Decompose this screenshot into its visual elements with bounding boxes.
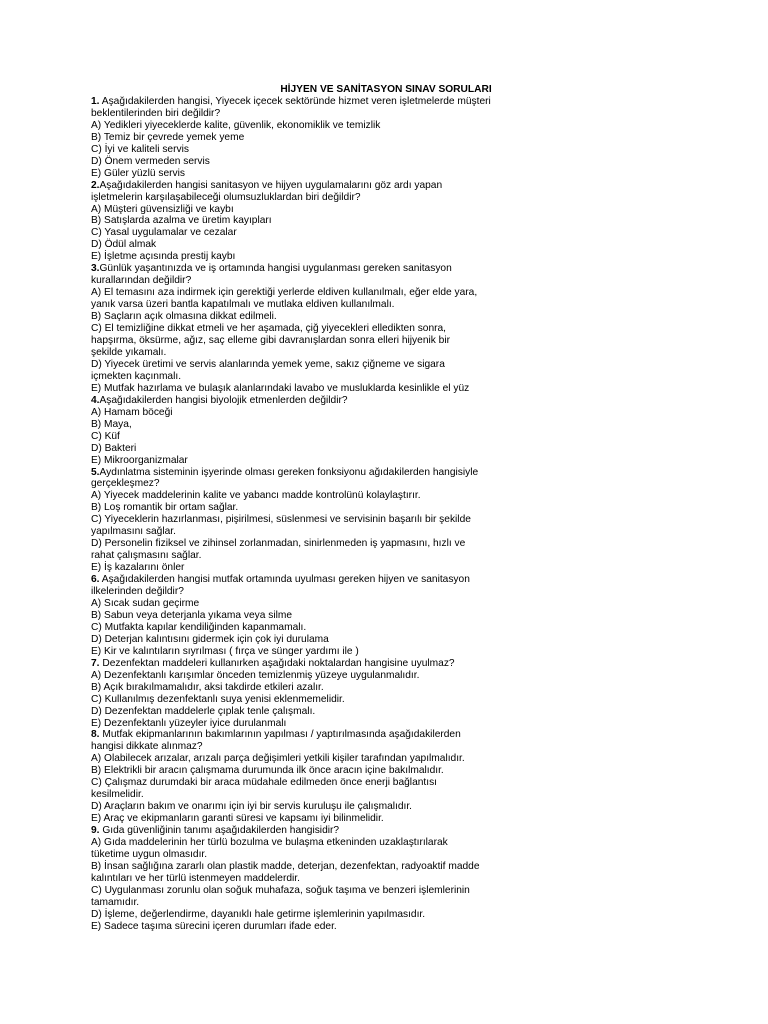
answer-option-line: E) Kir ve kalıntıların sıyrılması ( fırça ve sünger yardımı ile ) [91, 645, 359, 657]
question-number: 1. [91, 95, 100, 107]
answer-option-line: D) Yiyecek üretimi ve servis alanlarında yemek yeme, sakız çiğneme ve sigara [91, 358, 445, 370]
answer-option-line: A) Hamam böceği [91, 406, 173, 418]
answer-option-line: B) Elektrikli bir aracın çalışmama durumunda ilk önce aracın içine bakılmalıdır. [91, 765, 444, 777]
answer-option-line: B) Sabun veya deterjanla yıkama veya silme [91, 609, 293, 621]
answer-option-line: D) Dezenfektan maddelerle çıplak tenle çalışmalı. [91, 705, 316, 717]
question-stem-line [91, 574, 691, 586]
question-2 [91, 180, 691, 264]
answer-option-line: A) Gıda maddelerinin her türlü bozulma ve bulaşma etkeninden uzaklaştırılarak [91, 837, 448, 849]
question-stem-line [91, 395, 691, 407]
answer-option-line: D) Ödül almak [91, 239, 157, 251]
question-stem-text: Aşağıdakilerden hangisi, Yiyecek içecek sektöründe hizmet veren işletmelerde müşteri [99, 95, 491, 107]
question-stem-text: Gıda güvenliğinin tanımı aşağıdakilerden hangisidir? [99, 825, 340, 837]
question-stem-line [91, 478, 691, 490]
answer-option-line: C) Küf [91, 430, 120, 442]
question-stem-text: kurallarından değildir? [91, 275, 192, 287]
question-stem-line [91, 586, 691, 598]
answer-option-line: B) Saçların açık olmasına dikkat edilmeli. [91, 311, 277, 323]
question-stem-text: beklentilerinden biri değildir? [91, 107, 221, 119]
question-stem-text: işletmelerin karşılaşabileceği olumsuzluklardan biri değildir? [91, 191, 361, 203]
answer-option-line: C) Mutfakta kapılar kendiliğinden kapanmamalı. [91, 621, 307, 633]
question-stem-line [91, 108, 691, 120]
answer-option-line: A) Olabilecek arızalar, arızalı parça değişimleri yetkili kişiler tarafından yapılmalıdır. [91, 753, 465, 765]
answer-option-line: E) Sadece taşıma sürecini içeren durumları ifade eder. [91, 920, 337, 932]
question-1 [91, 96, 691, 180]
question-stem-text: Aşağıdakilerden hangisi mutfak ortamında uyulması gereken hijyen ve sanitasyon [99, 574, 470, 586]
question-number: 3. [91, 263, 100, 275]
question-stem-text: Aydınlatma sisteminin işyerinde olması gereken fonksiyonu ağıdakilerden hangisiyle [99, 466, 479, 478]
question-8 [91, 729, 691, 825]
answer-option-line: B) Loş romantik bir ortam sağlar. [91, 502, 239, 514]
answer-option-line: B) Satışlarda azalma ve üretim kayıpları [91, 215, 272, 227]
question-stem-text: Aşağıdakilerden hangisi sanitasyon ve hijyen uygulamalarını göz ardı yapan [99, 179, 443, 191]
answer-option-line: A) Yedikleri yiyeceklerde kalite, güvenlik, ekonomiklik ve temizlik [91, 119, 381, 131]
question-stem-text: hangisi dikkate alınmaz? [91, 741, 203, 753]
answer-option-line: A) Dezenfektanlı karışımlar önceden temizlenmiş yüzeye uygulanmalıdır. [91, 669, 420, 681]
page-title: HİJYEN VE SANİTASYON SINAV SORULARI [280, 84, 492, 95]
question-7 [91, 658, 691, 730]
question-3 [91, 263, 691, 394]
answer-option-line: B) Açık bırakılmamalıdır, aksi takdirde etkileri azalır. [91, 681, 324, 693]
answer-option-line: tamamıdır. [91, 896, 140, 908]
question-number: 5. [91, 466, 100, 478]
answer-option-line: D) Önem vermeden servis [91, 155, 210, 167]
question-number: 8. [91, 729, 100, 741]
answer-option-line: A) Müşteri güvensizliği ve kaybı [91, 203, 234, 215]
answer-option-line: C) Kullanılmış dezenfektanlı suya yenisi eklenmemelidir. [91, 693, 345, 705]
answer-option-line: D) Deterjan kalıntısını gidermek için çok iyi durulama [91, 633, 329, 645]
answer-option-line: C) El temizliğine dikkat etmeli ve her aşamada, çiğ yiyecekleri elledikten sonra, [91, 323, 447, 335]
answer-option-line: B) Temiz bir çevrede yemek yeme [91, 131, 245, 143]
answer-option-line: E) İşletme açısında prestij kaybı [91, 251, 236, 263]
answer-option-line: yanık varsa üzeri bantla kapatılmalı ve mutlaka eldiven kullanılmalı. [91, 299, 395, 311]
question-stem-line [91, 825, 691, 837]
question-stem-line [91, 192, 691, 204]
answer-option-line: A) El temasını aza indirmek için gerektiği yerlerde eldiven kullanılmalı, eğer elde yara, [91, 287, 478, 299]
answer-option-line: C) Yiyeceklerin hazırlanması, pişirilmesi, süslenmesi ve servisinin başarılı bir şekilde [91, 514, 471, 526]
answer-option-line: E) Araç ve ekipmanların garanti süresi ve kapsamı iyi bilinmelidir. [91, 813, 384, 825]
question-stem-line [91, 180, 691, 192]
question-5 [91, 467, 691, 575]
answer-option-line: C) Uygulanması zorunlu olan soğuk muhafaza, soğuk taşıma ve benzeri işlemlerinin [91, 884, 470, 896]
question-stem-line [91, 467, 691, 479]
answer-option-line: yapılmasını sağlar. [91, 526, 176, 538]
answer-option-line: rahat çalışmasını sağlar. [91, 550, 202, 562]
answer-option-line: hapşırma, öksürme, ağız, saç elleme gibi davranışlardan sonra elleri hijyenik bir [91, 335, 450, 347]
answer-option-line: şekilde yıkamalı. [91, 346, 167, 358]
question-4 [91, 395, 691, 467]
question-stem-text: Günlük yaşantınızda ve iş ortamında hangisi uygulanması gereken sanitasyon [99, 263, 452, 275]
answer-option-line: E) İş kazalarını önler [91, 562, 185, 574]
question-stem-text: Mutfak ekipmanlarının bakımlarının yapılması / yaptırılmasında aşağıdakilerden [99, 729, 461, 741]
question-9 [91, 825, 691, 933]
answer-option-line: içmekten kaçınmalı. [91, 370, 182, 382]
answer-option-line: E) Mutfak hazırlama ve bulaşık alanlarındaki lavabo ve musluklarda kesinlikle el yüz [91, 382, 470, 394]
answer-option-line: C) Çalışmaz durumdaki bir araca müdahale edilmeden önce enerji bağlantısı [91, 777, 437, 789]
question-stem-line [91, 275, 691, 287]
question-stem-line [91, 96, 691, 108]
question-number: 2. [91, 179, 100, 191]
question-stem-line [91, 741, 691, 753]
answer-option-line: C) Yasal uygulamalar ve cezalar [91, 227, 237, 239]
answer-option-line: kesilmelidir. [91, 789, 144, 801]
question-6 [91, 574, 691, 658]
question-stem-line [91, 263, 691, 275]
question-number: 4. [91, 394, 100, 406]
document-page [91, 84, 691, 933]
answer-option-line: D) Personelin fiziksel ve zihinsel zorlanmadan, sinirlenmeden iş yapmasını, hızlı ve [91, 538, 466, 550]
question-number: 6. [91, 574, 100, 586]
answer-option-line: E) Güler yüzlü servis [91, 167, 185, 179]
question-number: 7. [91, 657, 100, 669]
answer-option-line: D) İşleme, değerlendirme, dayanıklı hale getirme işlemlerinin yapılmasıdır. [91, 908, 426, 920]
question-stem-text: Dezenfektan maddeleri kullanırken aşağıdaki noktalardan hangisine uyulmaz? [99, 657, 455, 669]
answer-option-line: kalıntıları ve her türlü istenmeyen maddelerdir. [91, 872, 300, 884]
question-stem-text: Aşağıdakilerden hangisi biyolojik etmenlerden değildir? [99, 394, 348, 406]
answer-option-line: B) Maya, [91, 418, 132, 430]
answer-option-line: tüketime uygun olmasıdır. [91, 849, 208, 860]
question-stem-text: gerçekleşmez? [91, 478, 160, 490]
question-list [91, 96, 691, 933]
answer-option-line: D) Bakteri [91, 442, 137, 454]
question-stem-line [91, 658, 691, 670]
answer-option-line: C) İyi ve kaliteli servis [91, 143, 189, 155]
answer-option-line: B) İnsan sağlığına zararlı olan plastik madde, deterjan, dezenfektan, radyoaktif madde [91, 860, 480, 872]
answer-option-line: A) Sıcak sudan geçirme [91, 597, 200, 609]
answer-option-line: E) Dezenfektanlı yüzeyler iyice durulanmalı [91, 717, 287, 729]
question-number: 9. [91, 825, 100, 837]
answer-option-line: D) Araçların bakım ve onarımı için iyi bir servis kuruluşu ile çalışmalıdır. [91, 801, 413, 813]
answer-option-line: E) Mikroorganizmalar [91, 454, 188, 466]
answer-option-line: A) Yiyecek maddelerinin kalite ve yabancı madde kontrolünü kolaylaştırır. [91, 490, 421, 502]
question-stem-line [91, 729, 691, 741]
question-stem-text: ilkelerinden değildir? [91, 586, 184, 598]
